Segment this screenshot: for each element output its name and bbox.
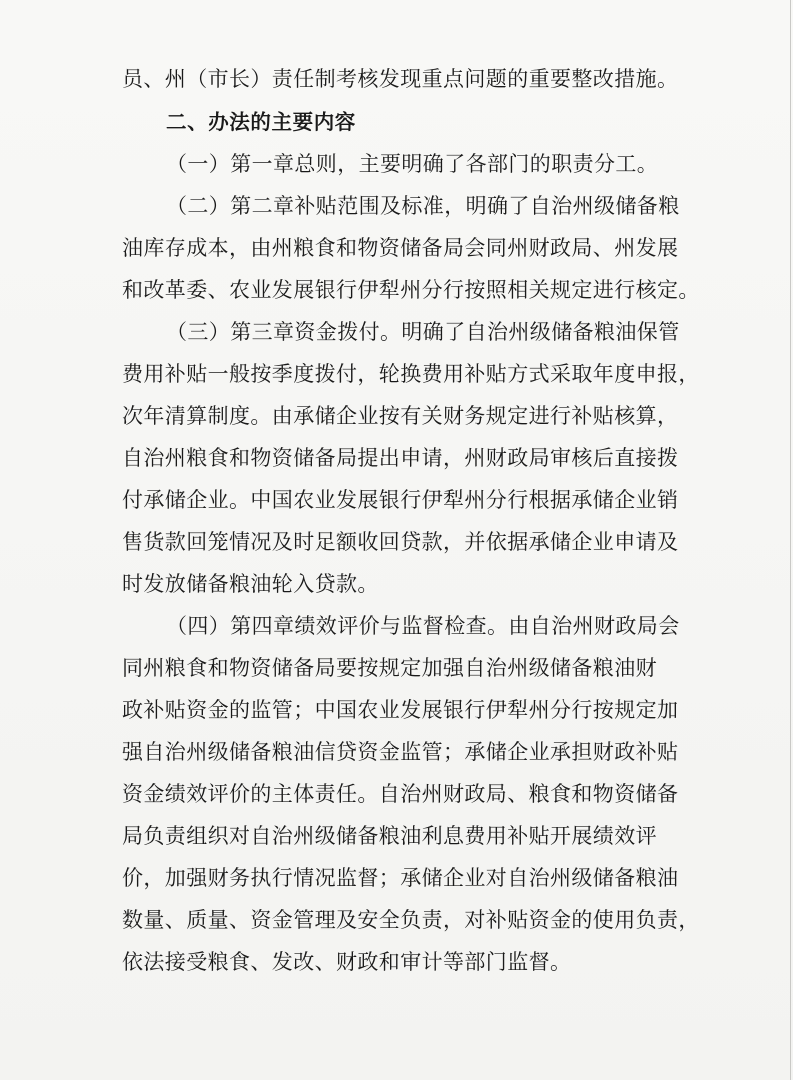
text-line-15: 同州粮食和物资储备局要按规定加强自治州级储备粮油财	[122, 656, 657, 680]
text-line-22: 依法接受粮食、发改、财政和审计等部门监督。	[122, 950, 572, 974]
text-line-7: （三）第三章资金拨付。明确了自治州级储备粮油保管	[166, 320, 680, 344]
text-line-1: 员、州（市长）责任制考核发现重点问题的重要整改措施。	[122, 67, 679, 91]
text-line-14: （四）第四章绩效评价与监督检查。由自治州财政局会	[166, 614, 680, 638]
text-line-6: 和改革委、农业发展银行伊犁州分行按照相关规定进行核定。	[122, 278, 700, 302]
text-line-4: （二）第二章补贴范围及标准，明确了自治州级储备粮	[166, 194, 680, 218]
text-line-8: 费用补贴一般按季度拨付，轮换费用补贴方式采取年度申报，	[122, 362, 700, 386]
text-line-21: 数量、质量、资金管理及安全负责，对补贴资金的使用负责，	[122, 908, 700, 932]
text-line-16: 政补贴资金的监管；中国农业发展银行伊犁州分行按规定加	[122, 698, 679, 722]
text-line-3: （一）第一章总则，主要明确了各部门的职责分工。	[166, 152, 659, 176]
scan-edge-line	[790, 0, 791, 1080]
text-line-13: 时发放储备粮油轮入贷款。	[122, 572, 379, 596]
text-line-19: 局负责组织对自治州级储备粮油利息费用补贴开展绩效评	[122, 824, 657, 848]
text-line-11: 付承储企业。中国农业发展银行伊犁州分行根据承储企业销	[122, 488, 679, 512]
text-line-12: 售货款回笼情况及时足额收回贷款，并依据承储企业申请及	[122, 530, 679, 554]
text-line-5: 油库存成本，由州粮食和物资储备局会同州财政局、州发展	[122, 236, 679, 260]
section-heading: 二、办法的主要内容	[166, 110, 356, 134]
text-line-17: 强自治州级储备粮油信贷资金监管；承储企业承担财政补贴	[122, 740, 679, 764]
text-line-9: 次年清算制度。由承储企业按有关财务规定进行补贴核算，	[122, 404, 679, 428]
text-line-10: 自治州粮食和物资储备局提出申请，州财政局审核后直接拨	[122, 446, 679, 470]
text-line-20: 价，加强财务执行情况监督；承储企业对自治州级储备粮油	[122, 866, 679, 890]
text-line-18: 资金绩效评价的主体责任。自治州财政局、粮食和物资储备	[122, 782, 679, 806]
